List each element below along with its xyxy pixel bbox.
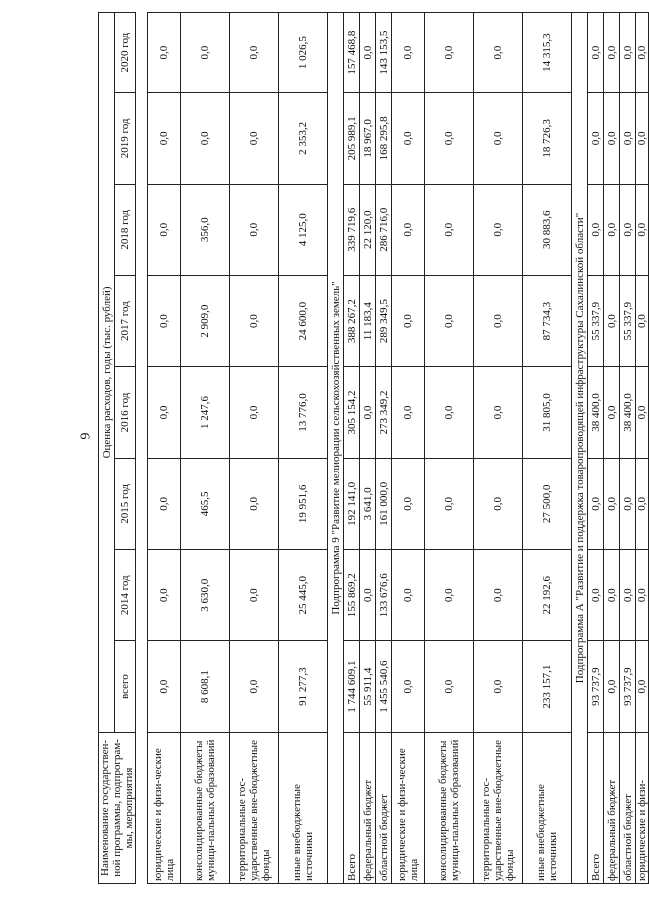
value-cell: 0,0	[181, 93, 230, 184]
value-cell: 133 676,6	[376, 550, 392, 641]
value-cell: 0,0	[392, 458, 425, 549]
column-header-name: Наименование государствен-ной программы, подпрограм-мы, мероприятия	[99, 732, 136, 883]
table-row	[148, 13, 181, 884]
value-cell: 38 400,0	[620, 367, 636, 458]
value-cell: 0,0	[360, 550, 376, 641]
value-cell: 0,0	[425, 641, 474, 732]
value-cell: 4 125,0	[279, 184, 328, 275]
value-cell: 19 951,6	[279, 458, 328, 549]
value-cell: 18 967,0	[360, 93, 376, 184]
value-cell: 305 154,2	[344, 367, 360, 458]
value-cell: 155 869,2	[344, 550, 360, 641]
value-cell: 0,0	[604, 13, 620, 93]
value-cell: 0,0	[474, 275, 523, 366]
page-number: 6	[76, 432, 92, 440]
rotated-table-container	[98, 12, 648, 884]
value-cell: 289 349,5	[376, 275, 392, 366]
value-cell: 14 315,3	[523, 13, 572, 93]
value-cell: 1 026,5	[279, 13, 328, 93]
value-cell: 0,0	[230, 93, 279, 184]
value-cell: 0,0	[588, 184, 604, 275]
value-cell: 0,0	[604, 275, 620, 366]
value-cell: 0,0	[474, 93, 523, 184]
value-cell: 0,0	[636, 275, 649, 366]
value-cell: 55 337,9	[588, 275, 604, 366]
value-cell: 0,0	[148, 275, 181, 366]
row-label: территориальные гос-ударственные вне-бюджетные фонды	[474, 732, 523, 883]
value-cell: 0,0	[474, 458, 523, 549]
value-cell: 0,0	[636, 93, 649, 184]
value-cell: 93 737,9	[620, 641, 636, 732]
table-row	[620, 13, 636, 884]
value-cell: 0,0	[636, 458, 649, 549]
value-cell: 0,0	[604, 367, 620, 458]
value-cell: 3 630,0	[181, 550, 230, 641]
column-header-2017: 2017 год	[115, 275, 136, 366]
value-cell: 157 468,8	[344, 13, 360, 93]
row-label: территориальные гос-ударственные вне-бюджетные фонды	[230, 732, 279, 883]
value-cell: 388 267,2	[344, 275, 360, 366]
value-cell: 0,0	[604, 458, 620, 549]
value-cell: 339 719,6	[344, 184, 360, 275]
value-cell: 0,0	[360, 13, 376, 93]
column-header-total: всего	[115, 641, 136, 732]
value-cell: 0,0	[636, 184, 649, 275]
value-cell: 0,0	[425, 550, 474, 641]
table-row	[392, 13, 425, 884]
table-row	[474, 13, 523, 884]
value-cell: 0,0	[588, 13, 604, 93]
budget-table	[98, 12, 649, 884]
table-row	[181, 13, 230, 884]
value-cell: 0,0	[588, 458, 604, 549]
value-cell: 1 247,6	[181, 367, 230, 458]
value-cell: 0,0	[425, 458, 474, 549]
row-label: иные внебюджетные источники	[523, 732, 572, 883]
value-cell: 0,0	[620, 13, 636, 93]
row-label: областной бюджет	[376, 732, 392, 883]
value-cell: 13 776,0	[279, 367, 328, 458]
row-label: консолидированные бюджеты муници-пальных образований	[181, 732, 230, 883]
value-cell: 0,0	[392, 550, 425, 641]
value-cell: 0,0	[636, 13, 649, 93]
value-cell: 0,0	[148, 93, 181, 184]
value-cell: 1 455 540,6	[376, 641, 392, 732]
value-cell: 3 641,0	[360, 458, 376, 549]
value-cell: 0,0	[148, 458, 181, 549]
value-cell: 0,0	[392, 93, 425, 184]
value-cell: 2 353,2	[279, 93, 328, 184]
table-row	[604, 13, 620, 884]
subprogram-row	[328, 13, 344, 884]
value-cell: 55 337,9	[620, 275, 636, 366]
table-row	[425, 13, 474, 884]
value-cell: 0,0	[148, 367, 181, 458]
value-cell: 0,0	[474, 550, 523, 641]
table-row	[230, 13, 279, 884]
value-cell: 192 141,0	[344, 458, 360, 549]
subprogram-title: Подпрограмма 9 "Развитие мелиорации сельскохозяйственных земель"	[328, 13, 344, 884]
value-cell: 2 909,0	[181, 275, 230, 366]
row-label: юридические и физи-ческие лица	[148, 732, 181, 883]
value-cell: 0,0	[392, 13, 425, 93]
table-row	[588, 13, 604, 884]
column-header-2018: 2018 год	[115, 184, 136, 275]
value-cell: 286 716,0	[376, 184, 392, 275]
value-cell: 0,0	[230, 13, 279, 93]
subprogram-title: Подпрограмма А "Развитие и поддержка товаропроводящей инфраструктуры Сахалинской области"	[572, 13, 588, 884]
value-cell: 0,0	[604, 550, 620, 641]
value-cell: 38 400,0	[588, 367, 604, 458]
row-label: юридические и физи-ческие лица	[392, 732, 425, 883]
table-body	[148, 13, 649, 884]
value-cell: 0,0	[392, 641, 425, 732]
value-cell: 143 153,5	[376, 13, 392, 93]
table-row	[376, 13, 392, 884]
value-cell: 0,0	[148, 13, 181, 93]
column-header-2019: 2019 год	[115, 93, 136, 184]
table-row	[279, 13, 328, 884]
value-cell: 0,0	[474, 13, 523, 93]
value-cell: 0,0	[392, 184, 425, 275]
table-row	[360, 13, 376, 884]
header-gap	[136, 13, 148, 884]
table-row	[344, 13, 360, 884]
value-cell: 0,0	[604, 93, 620, 184]
value-cell: 0,0	[620, 184, 636, 275]
value-cell: 22 192,6	[523, 550, 572, 641]
value-cell: 0,0	[148, 641, 181, 732]
column-header-2016: 2016 год	[115, 367, 136, 458]
value-cell: 0,0	[392, 275, 425, 366]
value-cell: 55 911,4	[360, 641, 376, 732]
value-cell: 168 295,8	[376, 93, 392, 184]
value-cell: 0,0	[181, 13, 230, 93]
row-label: Всего	[588, 732, 604, 883]
value-cell: 233 157,1	[523, 641, 572, 732]
value-cell: 25 445,0	[279, 550, 328, 641]
row-label: областной бюджет	[620, 732, 636, 883]
value-cell: 0,0	[474, 641, 523, 732]
value-cell: 273 349,2	[376, 367, 392, 458]
value-cell: 24 600,0	[279, 275, 328, 366]
value-cell: 161 000,0	[376, 458, 392, 549]
table-row	[636, 13, 649, 884]
value-cell: 356,0	[181, 184, 230, 275]
value-cell: 27 500,0	[523, 458, 572, 549]
value-cell: 1 744 609,1	[344, 641, 360, 732]
value-cell: 0,0	[148, 184, 181, 275]
value-cell: 0,0	[474, 184, 523, 275]
column-header-2015: 2015 год	[115, 458, 136, 549]
row-label: федеральный бюджет	[604, 732, 620, 883]
value-cell: 0,0	[230, 550, 279, 641]
column-header-group: Оценка расходов, годы (тыс. рублей)	[99, 13, 115, 733]
value-cell: 0,0	[425, 367, 474, 458]
value-cell: 11 183,4	[360, 275, 376, 366]
value-cell: 0,0	[425, 93, 474, 184]
row-label: юридические и физи-	[636, 732, 649, 883]
value-cell: 0,0	[588, 93, 604, 184]
value-cell: 0,0	[230, 275, 279, 366]
subprogram-row	[572, 13, 588, 884]
value-cell: 0,0	[636, 641, 649, 732]
value-cell: 0,0	[474, 367, 523, 458]
value-cell: 465,5	[181, 458, 230, 549]
table-row	[523, 13, 572, 884]
value-cell: 87 734,3	[523, 275, 572, 366]
value-cell: 31 805,0	[523, 367, 572, 458]
value-cell: 0,0	[230, 458, 279, 549]
value-cell: 0,0	[588, 550, 604, 641]
value-cell: 0,0	[425, 275, 474, 366]
value-cell: 0,0	[604, 184, 620, 275]
value-cell: 0,0	[425, 13, 474, 93]
value-cell: 0,0	[360, 367, 376, 458]
value-cell: 18 726,3	[523, 93, 572, 184]
column-header-2014: 2014 год	[115, 550, 136, 641]
value-cell: 8 608,1	[181, 641, 230, 732]
value-cell: 30 883,6	[523, 184, 572, 275]
value-cell: 0,0	[148, 550, 181, 641]
value-cell: 0,0	[620, 550, 636, 641]
value-cell: 0,0	[230, 367, 279, 458]
value-cell: 0,0	[620, 93, 636, 184]
value-cell: 0,0	[636, 550, 649, 641]
value-cell: 93 737,9	[588, 641, 604, 732]
value-cell: 91 277,3	[279, 641, 328, 732]
column-header-2020: 2020 год	[115, 13, 136, 93]
value-cell: 0,0	[604, 641, 620, 732]
row-label: федеральный бюджет	[360, 732, 376, 883]
value-cell: 22 120,0	[360, 184, 376, 275]
value-cell: 0,0	[425, 184, 474, 275]
value-cell: 0,0	[392, 367, 425, 458]
value-cell: 0,0	[636, 367, 649, 458]
value-cell: 205 989,1	[344, 93, 360, 184]
row-label: консолидированные бюджеты муници-пальных образований	[425, 732, 474, 883]
value-cell: 0,0	[620, 458, 636, 549]
value-cell: 0,0	[230, 641, 279, 732]
row-label: иные внебюджетные источники	[279, 732, 328, 883]
value-cell: 0,0	[230, 184, 279, 275]
row-label: Всего	[344, 732, 360, 883]
